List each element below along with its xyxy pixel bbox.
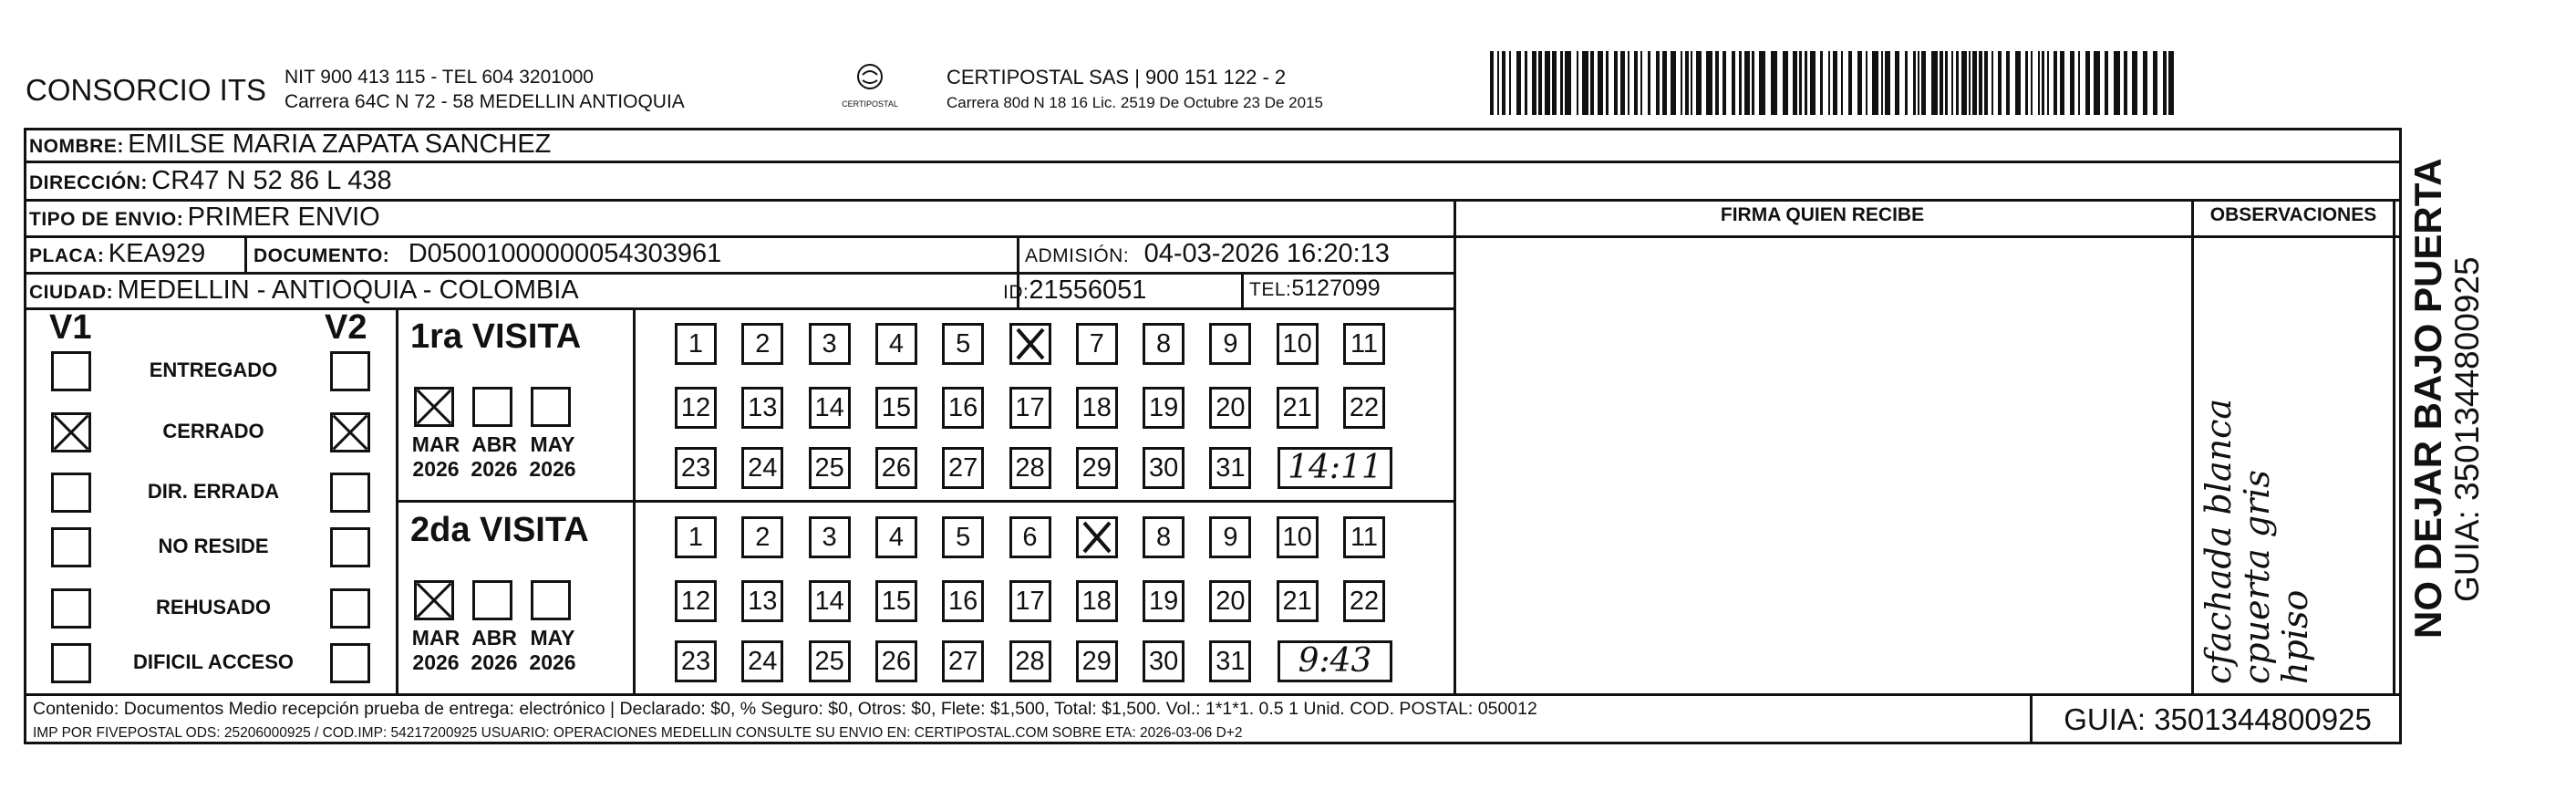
day-cell-15[interactable]: 15 (875, 580, 917, 622)
side-panel (2407, 128, 2486, 639)
type-label: TIPO DE ENVIO: (29, 209, 184, 230)
observations-handwriting (2199, 301, 2382, 684)
company-address: Carrera 64C N 72 - 58 MEDELLIN ANTIOQUIA (284, 91, 685, 112)
day-cell-20[interactable]: 20 (1209, 580, 1251, 622)
v2-checkbox-5[interactable] (330, 588, 370, 629)
status-label: CERRADO (162, 420, 264, 442)
day-cell-25[interactable]: 25 (809, 640, 851, 682)
day-cell-13[interactable]: 13 (741, 387, 783, 429)
v1-checkbox-6[interactable] (51, 643, 91, 683)
company-nit: NIT 900 413 115 - TEL 604 3201000 (284, 67, 594, 88)
recipient-name: EMILSE MARIA ZAPATA SANCHEZ (128, 130, 552, 159)
v2-label: V2 (325, 308, 367, 347)
day-cell-12[interactable]: 12 (675, 387, 717, 429)
month-name: MAR (411, 432, 460, 456)
month-checkbox-abr[interactable] (472, 387, 512, 427)
day-cell-28[interactable]: 28 (1009, 640, 1051, 682)
company-name: CONSORCIO ITS (26, 73, 267, 107)
day-cell-14[interactable]: 14 (809, 580, 851, 622)
footer-guia: GUIA: 3501344800925 (2064, 702, 2372, 736)
day-cell-22[interactable]: 22 (1343, 387, 1385, 429)
day-cell-16[interactable]: 16 (942, 387, 984, 429)
day-checkmark-icon (1012, 326, 1049, 362)
observation-line-2: cpuerta gris (2237, 470, 2277, 684)
v1-checkbox-2[interactable] (51, 412, 91, 452)
day-cell-20[interactable]: 20 (1209, 387, 1251, 429)
day-cell-19[interactable]: 19 (1143, 580, 1185, 622)
day-cell-31[interactable]: 31 (1209, 640, 1251, 682)
day-cell-8[interactable]: 8 (1143, 323, 1185, 365)
admission-date: 04-03-2026 16:20:13 (1143, 239, 1390, 268)
v1-checkbox-1[interactable] (51, 351, 91, 391)
day-cell-30[interactable]: 30 (1143, 640, 1185, 682)
day-cell-9[interactable]: 9 (1209, 323, 1251, 365)
side-guia: GUIA: 3501344800925 (2448, 256, 2486, 602)
day-cell-4[interactable]: 4 (875, 516, 917, 558)
v2-checkbox-1[interactable] (330, 351, 370, 391)
day-cell-2[interactable]: 2 (741, 516, 783, 558)
barcode (1490, 51, 2174, 115)
day-cell-29[interactable]: 29 (1076, 447, 1118, 489)
day-cell-17[interactable]: 17 (1009, 580, 1051, 622)
document-label: DOCUMENTO: (253, 245, 390, 266)
observation-line-3: hpiso (2275, 589, 2315, 684)
city-label: CIUDAD: (29, 282, 114, 303)
side-title: NO DEJAR BAJO PUERTA (2406, 158, 2449, 639)
month-name: MAR (411, 626, 460, 650)
observation-line-1: cfachada blanca (2198, 398, 2239, 684)
id-label: ID: (1003, 282, 1029, 303)
month-checkbox-may[interactable] (531, 580, 571, 620)
status-label: DIFICIL ACCESO (132, 650, 294, 673)
day-cell-1[interactable]: 1 (675, 516, 717, 558)
v2-checkbox-6[interactable] (330, 643, 370, 683)
day-cell-27[interactable]: 27 (942, 640, 984, 682)
v2-checkbox-4[interactable] (330, 527, 370, 567)
day-cell-3[interactable]: 3 (809, 516, 851, 558)
month-label (525, 626, 580, 675)
address-label: DIRECCIÓN: (29, 172, 148, 193)
day-cell-10[interactable]: 10 (1277, 516, 1319, 558)
month-year: 2026 (412, 457, 460, 481)
day-cell-18[interactable]: 18 (1076, 387, 1118, 429)
day-cell-21[interactable]: 21 (1277, 387, 1319, 429)
day-cell-26[interactable]: 26 (875, 640, 917, 682)
day-cell-4[interactable]: 4 (875, 323, 917, 365)
name-label: NOMBRE: (29, 136, 124, 157)
day-cell-6[interactable] (1009, 323, 1051, 365)
month-checkbox-abr[interactable] (472, 580, 512, 620)
day-cell-29[interactable]: 29 (1076, 640, 1118, 682)
month-name: MAY (530, 432, 575, 456)
status-label: NO RESIDE (158, 535, 269, 557)
month-year: 2026 (471, 457, 518, 481)
v1-checkbox-4[interactable] (51, 527, 91, 567)
logo-caption: CERTIPOSTAL (842, 99, 898, 109)
month-year: 2026 (471, 650, 518, 674)
day-cell-16[interactable]: 16 (942, 580, 984, 622)
month-year: 2026 (529, 650, 576, 674)
v1-checkbox-5[interactable] (51, 588, 91, 629)
plate-number: KEA929 (108, 239, 206, 268)
day-cell-27[interactable]: 27 (942, 447, 984, 489)
day-cell-19[interactable]: 19 (1143, 387, 1185, 429)
month-label (467, 626, 522, 675)
visit-title-1: 1ra VISITA (410, 317, 582, 356)
observations-header: OBSERVACIONES (2209, 204, 2377, 225)
day-cell-9[interactable]: 9 (1209, 516, 1251, 558)
day-cell-5[interactable]: 5 (942, 516, 984, 558)
barcode-graphic (1490, 51, 2174, 115)
day-cell-6[interactable]: 6 (1009, 516, 1051, 558)
month-year: 2026 (412, 650, 460, 674)
v1-checkbox-3[interactable] (51, 473, 91, 513)
tel-label: TEL: (1249, 279, 1292, 300)
certipostal-logo-icon (852, 62, 888, 95)
visit-time-1: 14:11 (1278, 447, 1392, 489)
day-cell-5[interactable]: 5 (942, 323, 984, 365)
month-checkbox-may[interactable] (531, 387, 571, 427)
day-cell-8[interactable]: 8 (1143, 516, 1185, 558)
month-year: 2026 (529, 457, 576, 481)
recipient-tel: 5127099 (1291, 275, 1381, 301)
carrier-address: Carrera 80d N 18 16 Lic. 2519 De Octubre 23 De 2015 (947, 94, 1323, 111)
day-checkmark-icon (1079, 519, 1115, 556)
footer-content: Contenido: Documentos Medio recepción prueba de entrega: electrónico | Declarado: $0, % Seguro: $0, Otros: $0, Flete: $1,500, Total: $1,500. Vol.: 1*1*1. 0.5 1 Unid. COD. POSTAL: 050012 (33, 699, 1537, 719)
certipostal-logo (833, 62, 906, 109)
day-cell-23[interactable]: 23 (675, 640, 717, 682)
status-label: ENTREGADO (149, 359, 278, 381)
v2-checkbox-3[interactable] (330, 473, 370, 513)
day-cell-22[interactable]: 22 (1343, 580, 1385, 622)
day-cell-24[interactable]: 24 (741, 447, 783, 489)
day-cell-21[interactable]: 21 (1277, 580, 1319, 622)
recipient-address: CR47 N 52 86 L 438 (151, 166, 392, 195)
signature-header: FIRMA QUIEN RECIBE (1720, 204, 1925, 225)
month-checkbox-mar[interactable] (414, 387, 454, 427)
day-cell-13[interactable]: 13 (741, 580, 783, 622)
admission-label: ADMISIÓN: (1025, 245, 1130, 266)
day-cell-3[interactable]: 3 (809, 323, 851, 365)
day-cell-28[interactable]: 28 (1009, 447, 1051, 489)
day-cell-12[interactable]: 12 (675, 580, 717, 622)
month-name: ABR (471, 626, 517, 650)
v1-label: V1 (49, 308, 92, 347)
month-name: ABR (471, 432, 517, 456)
day-cell-31[interactable]: 31 (1209, 447, 1251, 489)
day-cell-17[interactable]: 17 (1009, 387, 1051, 429)
month-label (525, 432, 580, 482)
visit-title-2: 2da VISITA (410, 511, 589, 549)
day-cell-11[interactable]: 11 (1343, 516, 1385, 558)
footer-print-info: IMP POR FIVEPOSTAL ODS: 25206000925 / COD.IMP: 54217200925 USUARIO: OPERACIONES MEDELLIN CONSULTE SU ENVIO EN: CERTIPOSTAL.COM SOBRE ETA: 2026-03-06 D+2 (33, 725, 1243, 741)
day-cell-10[interactable]: 10 (1277, 323, 1319, 365)
status-label: REHUSADO (156, 596, 271, 618)
month-label (409, 432, 463, 482)
day-cell-26[interactable]: 26 (875, 447, 917, 489)
day-cell-1[interactable]: 1 (675, 323, 717, 365)
status-label: DIR. ERRADA (147, 480, 280, 503)
day-cell-14[interactable]: 14 (809, 387, 851, 429)
month-label (409, 626, 463, 675)
v2-checkbox-2[interactable] (330, 412, 370, 452)
month-checkbox-mar[interactable] (414, 580, 454, 620)
recipient-id: 21556051 (1029, 275, 1147, 305)
month-name: MAY (530, 626, 575, 650)
day-cell-7[interactable]: 7 (1076, 323, 1118, 365)
city: MEDELLIN - ANTIOQUIA - COLOMBIA (117, 275, 579, 305)
day-cell-30[interactable]: 30 (1143, 447, 1185, 489)
day-cell-15[interactable]: 15 (875, 387, 917, 429)
plate-label: PLACA: (29, 245, 105, 266)
day-cell-25[interactable]: 25 (809, 447, 851, 489)
day-cell-7[interactable] (1076, 516, 1118, 558)
carrier-name: CERTIPOSTAL SAS | 900 151 122 - 2 (947, 66, 1287, 88)
day-cell-23[interactable]: 23 (675, 447, 717, 489)
month-label (467, 432, 522, 482)
document-number: D05001000000054303961 (408, 239, 722, 268)
shipment-type: PRIMER ENVIO (187, 203, 380, 232)
day-cell-24[interactable]: 24 (741, 640, 783, 682)
visit-time-2: 9:43 (1278, 640, 1392, 682)
day-cell-11[interactable]: 11 (1343, 323, 1385, 365)
day-cell-18[interactable]: 18 (1076, 580, 1118, 622)
day-cell-2[interactable]: 2 (741, 323, 783, 365)
